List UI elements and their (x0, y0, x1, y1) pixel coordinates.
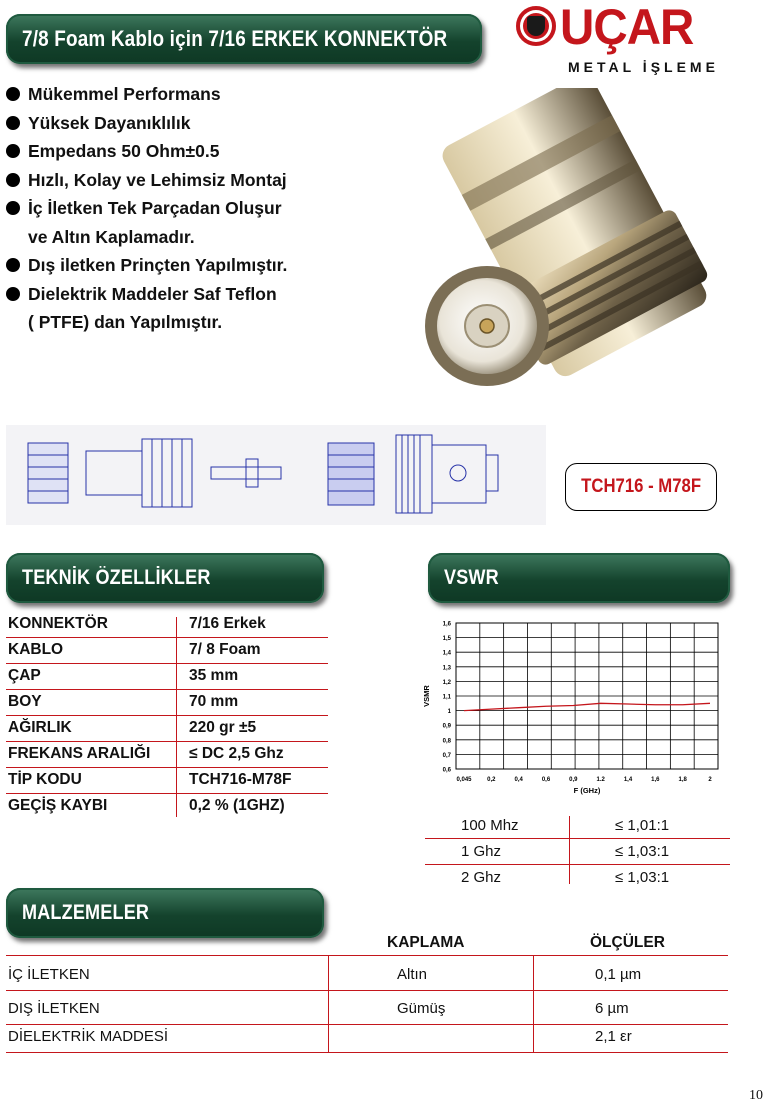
y-tick-label: 1,1 (442, 694, 451, 701)
materials-divider (328, 956, 329, 1052)
connector-photo (405, 88, 725, 418)
title-banner (6, 14, 482, 64)
material-size: 6 µm (595, 1000, 629, 1017)
x-tick-label: 0,2 (487, 777, 496, 783)
spec-row (6, 611, 328, 638)
vswr-ratio: ≤ 1,03:1 (615, 869, 670, 886)
vswr-row (425, 838, 730, 865)
technical-drawings (6, 425, 546, 525)
x-axis-label: F (GHz) (573, 786, 601, 795)
vswr-chart (418, 615, 730, 805)
x-tick-label: 0,6 (541, 777, 551, 783)
materials-section-title: MALZEMELER (22, 901, 150, 924)
y-tick-label: 1,3 (442, 665, 451, 672)
feature-item: Dielektrik Maddeler Saf Teflon (6, 280, 287, 309)
logo-brand: UÇAR (560, 0, 694, 55)
feature-item-continued: ( PTFE) dan Yapılmıştır. (28, 312, 223, 332)
vswr-ratio: ≤ 1,03:1 (615, 843, 670, 860)
spec-key: ÇAP (8, 667, 41, 684)
y-tick-label: 0,6 (442, 767, 451, 774)
spec-value: TCH716-M78F (189, 771, 292, 788)
spec-section-title: TEKNİK ÖZELLİKLER (22, 566, 211, 589)
feature-item: Empedans 50 Ohm±0.5 (6, 137, 287, 166)
y-tick-label: 1,2 (442, 679, 451, 686)
spec-key: AĞIRLIK (8, 719, 72, 736)
materials-header-coating: KAPLAMA (387, 934, 465, 951)
spec-row (6, 793, 328, 819)
model-code-box (565, 463, 717, 511)
vswr-row (425, 864, 730, 890)
feature-item: Yüksek Dayanıklılık (6, 109, 287, 138)
vswr-row (425, 812, 730, 839)
materials-section-banner (6, 888, 324, 938)
spec-value: 7/ 8 Foam (189, 641, 261, 658)
feature-item-continued: ve Altın Kaplamadır. (28, 226, 195, 247)
spec-row (6, 741, 328, 768)
logo-mark-icon (516, 6, 556, 46)
feature-item: İç İletken Tek Parçadan Oluşur (6, 194, 287, 223)
model-code: TCH716 - M78F (581, 476, 701, 497)
bullet-icon (6, 287, 20, 301)
vswr-frequency: 2 Ghz (461, 869, 502, 886)
material-size: 2,1 εr (595, 1028, 632, 1045)
vswr-ratio: ≤ 1,01:1 (615, 817, 670, 834)
x-tick-label: 1,4 (623, 777, 633, 783)
feature-item: Dış iletken Prinçten Yapılmıştır. (6, 251, 287, 280)
spec-key: GEÇİŞ KAYBI (8, 797, 108, 814)
bullet-icon (6, 116, 20, 130)
spec-key: KONNEKTÖR (8, 615, 108, 632)
materials-row (6, 1018, 728, 1053)
logo-subtitle: METAL İŞLEME (568, 59, 719, 75)
spec-value: ≤ DC 2,5 Ghz (189, 745, 284, 762)
vswr-section-banner (428, 553, 730, 603)
materials-row (6, 956, 728, 991)
bullet-icon (6, 201, 20, 215)
materials-divider (533, 956, 534, 1052)
x-tick-label: 0,4 (514, 777, 523, 783)
spec-key: KABLO (8, 641, 64, 658)
spec-section-banner (6, 553, 324, 603)
x-tick-label: 1,8 (678, 777, 687, 783)
vswr-frequency: 100 Mhz (461, 817, 519, 834)
vswr-divider (569, 816, 570, 884)
spec-row (6, 767, 328, 794)
bullet-icon (6, 144, 20, 158)
y-tick-label: 1 (447, 709, 451, 716)
x-tick-label: 1,6 (651, 777, 660, 783)
material-coating: Gümüş (397, 1000, 446, 1017)
bullet-icon (6, 87, 20, 101)
materials-header-size: ÖLÇÜLER (590, 934, 665, 951)
x-tick-label: 0,9 (569, 777, 578, 783)
y-tick-label: 0,8 (442, 738, 451, 745)
y-tick-label: 1,5 (442, 636, 451, 643)
x-tick-label: 0,045 (456, 777, 472, 783)
y-tick-label: 1,4 (442, 650, 451, 657)
y-tick-label: 0,7 (442, 752, 451, 759)
material-size: 0,1 µm (595, 966, 642, 983)
material-item: DİELEKTRİK MADDESİ (8, 1028, 169, 1045)
feature-item: Hızlı, Kolay ve Lehimsiz Montaj (6, 166, 287, 195)
spec-value: 0,2 % (1GHZ) (189, 797, 285, 814)
vswr-section-title: VSWR (444, 566, 499, 589)
y-tick-label: 0,9 (442, 723, 451, 730)
y-axis-label: VSMR (422, 685, 431, 707)
bullet-icon (6, 173, 20, 187)
spec-row (6, 715, 328, 742)
vswr-frequency: 1 Ghz (461, 843, 502, 860)
spec-row (6, 689, 328, 716)
feature-item: Mükemmel Performans (6, 80, 287, 109)
x-tick-label: 1.2 (596, 777, 605, 783)
feature-list (6, 80, 287, 337)
spec-key: BOY (8, 693, 42, 710)
spec-value: 35 mm (189, 667, 239, 684)
spec-value: 7/16 Erkek (189, 615, 266, 632)
material-item: İÇ İLETKEN (8, 966, 90, 983)
spec-row (6, 663, 328, 690)
spec-key: FREKANS ARALIĞI (8, 745, 151, 762)
bullet-icon (6, 258, 20, 272)
spec-key: TİP KODU (8, 771, 82, 788)
spec-value: 220 gr ±5 (189, 719, 257, 736)
material-item: DIŞ İLETKEN (8, 1000, 100, 1017)
material-coating: Altın (397, 966, 428, 983)
spec-divider (176, 617, 177, 817)
page-title: 7/8 Foam Kablo için 7/16 ERKEK KONNEKTÖR (22, 26, 448, 51)
page-number: 10 (749, 1088, 763, 1103)
x-tick-label: 2 (708, 777, 712, 783)
spec-row (6, 637, 328, 664)
y-tick-label: 1,6 (442, 621, 451, 628)
spec-value: 70 mm (189, 693, 239, 710)
